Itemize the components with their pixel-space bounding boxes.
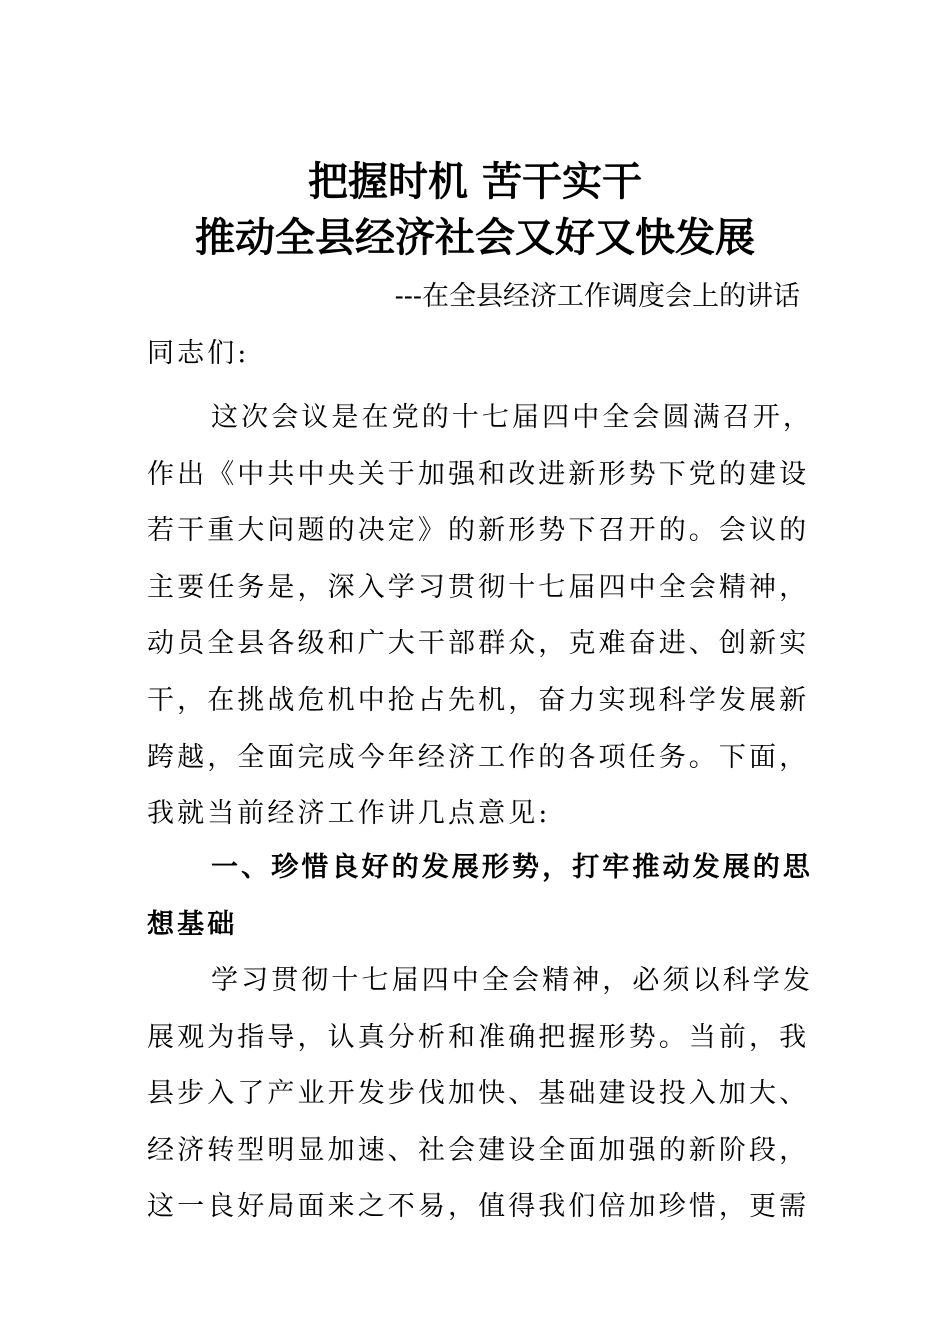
- document-subtitle: ---在全县经济工作调度会上的讲话: [394, 281, 800, 312]
- paragraph-1-line: 作出《中共中央关于加强和改进新形势下党的建设: [147, 458, 810, 490]
- greeting: 同志们:: [147, 338, 250, 369]
- document-title-line-1: 把握时机 苦干实干: [308, 158, 642, 205]
- paragraph-1-line: 这次会议是在党的十七届四中全会圆满召开，: [211, 402, 813, 433]
- paragraph-1: [147, 390, 813, 843]
- paragraph-2-line: 这一良好局面来之不易，值得我们倍加珍惜，更需: [147, 1191, 810, 1223]
- paragraph-2-line: 经济转型明显加速、社会建设全面加强的新阶段，: [147, 1134, 810, 1166]
- document-title-line-2: 推动全县经济社会又好又快发展: [195, 214, 755, 261]
- paragraph-1-line: 干，在挑战危机中抢占先机，奋力实现科学发展新: [147, 684, 810, 716]
- paragraph-1-line: 主要任务是，深入学习贯彻十七届四中全会精神，: [147, 571, 810, 603]
- paragraph-2: [147, 953, 813, 1236]
- paragraph-2-line: 展观为指导，认真分析和准确把握形势。当前，我: [147, 1021, 810, 1053]
- section-heading-1: [147, 840, 813, 953]
- paragraph-2-line: 县步入了产业开发步伐加快、基础建设投入加大、: [147, 1078, 810, 1110]
- paragraph-1-line: 若干重大问题的决定》的新形势下召开的。会议的: [147, 515, 810, 547]
- paragraph-1-line: 跨越，全面完成今年经济工作的各项任务。下面，: [147, 741, 810, 773]
- paragraph-1-line: 我就当前经济工作讲几点意见:: [147, 798, 551, 830]
- paragraph-1-line: 动员全县各级和广大干部群众，克难奋进、创新实: [147, 628, 810, 660]
- paragraph-2-line: 学习贯彻十七届四中全会精神，必须以科学发: [211, 965, 813, 996]
- section-heading-1-line: 想基础: [147, 908, 238, 940]
- section-heading-1-line: 一、珍惜良好的发展形势，打牢推动发展的思: [211, 852, 813, 883]
